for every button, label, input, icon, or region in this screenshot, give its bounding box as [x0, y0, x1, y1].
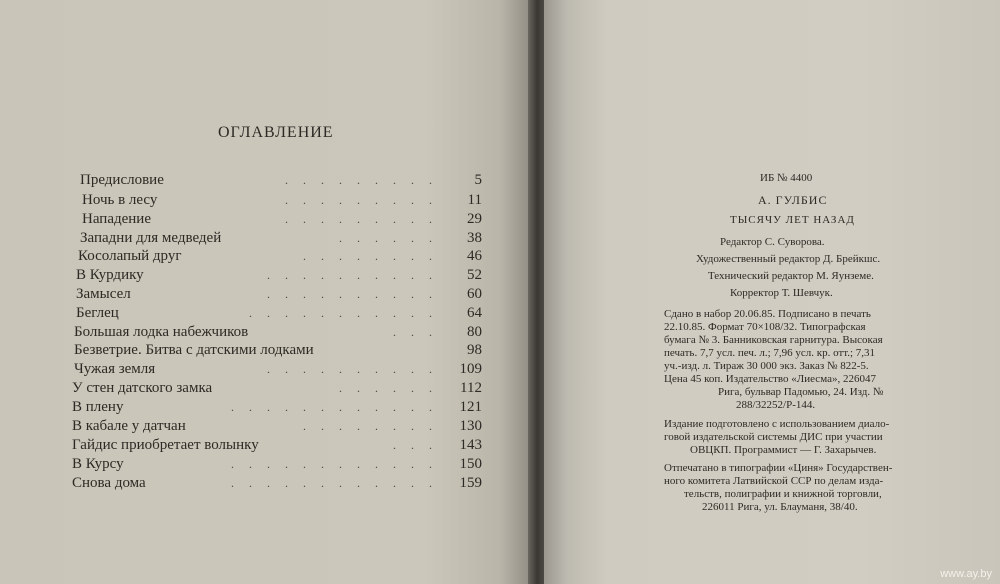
toc-leader-dots: . . . . . . . . [303, 249, 438, 263]
print-info-line: печать. 7,7 усл. печ. л.; 7,96 усл. кр. отт.; 7,31 [664, 347, 876, 359]
print-info-line: уч.-изд. л. Тираж 30 000 экз. Заказ № 822-5. [664, 360, 869, 372]
editor-line: Технический редактор М. Яунземе. [708, 270, 874, 282]
toc-entry-page: 60 [467, 286, 482, 302]
print-info-line: 22.10.85. Формат 70×108/32. Типографская [664, 321, 866, 333]
toc-entry-page: 130 [459, 418, 482, 434]
toc-entry-page: 143 [459, 437, 482, 453]
author-name: А. ГУЛБИС [758, 193, 828, 207]
ib-number: ИБ № 4400 [760, 172, 813, 184]
print-info-line: Рига, бульвар Падомью, 24. Изд. № [718, 386, 884, 398]
toc-leader-dots: . . . [393, 325, 438, 339]
toc-leader-dots: . . . . . . . . . . . . [231, 457, 438, 471]
toc-entry-page: 11 [467, 192, 482, 208]
toc-entry [72, 454, 482, 474]
toc-entry-label: В кабале у датчан [72, 418, 186, 434]
toc-entry-page: 98 [467, 342, 482, 358]
book-title: ТЫСЯЧУ ЛЕТ НАЗАД [730, 214, 855, 226]
prepared-line: ОВЦКП. Программист — Г. Захарычев. [690, 444, 877, 456]
toc-entry-page: 121 [459, 399, 482, 415]
toc-leader-dots: . . . . . . [339, 381, 438, 395]
print-info-line: бумага № 3. Банниковская гарнитура. Высокая [664, 334, 883, 346]
toc-entry [72, 303, 482, 323]
toc-entry-page: 29 [467, 211, 482, 227]
printed-line: Отпечатано в типографии «Циня» Государствен- [664, 462, 893, 474]
editor-line: Корректор Т. Шевчук. [730, 287, 833, 299]
editor-line: Редактор С. Суворова. [720, 236, 825, 248]
toc-entry-page: 38 [467, 230, 482, 246]
print-info-line: Цена 45 коп. Издательство «Лиесма», 226047 [664, 373, 876, 385]
toc-entry-label: Гайдис приобретает волынку [72, 437, 259, 453]
right-page [544, 0, 1000, 584]
prepared-line: Издание подготовлено с использованием диало- [664, 418, 890, 430]
toc-leader-dots: . . . . . . . . [303, 419, 438, 433]
toc-leader-dots: . . . . . . . . . . [267, 268, 438, 282]
toc-entry-label: В Курсу [72, 456, 124, 472]
prepared-line: говой издательской системы ДИС при участии [664, 431, 883, 443]
toc-entry-label: Чужая земля [74, 361, 156, 377]
toc-entry-label: В плену [72, 399, 124, 415]
toc-entry-page: 80 [467, 324, 482, 340]
watermark: www.ay.by [940, 568, 992, 580]
editor-line: Художественный редактор Д. Брейкшс. [696, 253, 881, 265]
toc-entry [72, 265, 482, 285]
toc-entry-label: У стен датского замка [72, 380, 213, 396]
toc-leader-dots: . . . . . . . . . [285, 173, 438, 187]
printed-line: 226011 Рига, ул. Блауманя, 38/40. [702, 501, 858, 513]
toc-leader-dots: . . . . . . . . . . . . [231, 476, 438, 490]
toc-entry [72, 170, 482, 190]
toc-entry-page: 52 [467, 267, 482, 283]
toc-entry-label: Снова дома [72, 475, 146, 491]
toc-entry [72, 416, 482, 436]
toc-entry-page: 150 [459, 456, 482, 472]
toc-leader-dots: . . . . . . . . . . . [249, 306, 438, 320]
toc-entry [72, 359, 482, 379]
printed-line: тельств, полиграфии и книжной торговли, [684, 488, 882, 500]
toc-entry-label: Ночь в лесу [82, 192, 158, 208]
print-info-line: 288/32252/Р-144. [736, 399, 816, 411]
toc-entry-label: Замысел [76, 286, 131, 302]
toc-entry [72, 322, 482, 342]
toc-entry [72, 284, 482, 304]
toc-entry-label: Безветрие. Битва с датскими лодками [74, 342, 314, 358]
toc-entry-label: Западни для медведей [80, 230, 222, 246]
toc-entry-label: Косолапый друг [78, 248, 182, 264]
printed-line: ного комитета Латвийской ССР по делам изда- [664, 475, 884, 487]
toc-entry [72, 228, 482, 248]
toc-entry-page: 109 [459, 361, 482, 377]
toc-entry-label: Беглец [76, 305, 119, 321]
toc-entry [72, 435, 482, 455]
toc-entry-label: Предисловие [80, 172, 164, 188]
toc-entry [72, 340, 482, 360]
toc-leader-dots: . . . [393, 438, 438, 452]
toc-entry [72, 378, 482, 398]
toc-leader-dots: . . . . . . . . . [285, 212, 438, 226]
toc-entry-label: В Курдику [76, 267, 144, 283]
toc-leader-dots: . . . . . . . . . . [267, 287, 438, 301]
toc-entry-page: 64 [467, 305, 482, 321]
toc-leader-dots: . . . . . . . . . [285, 193, 438, 207]
toc-title: ОГЛАВЛЕНИЕ [218, 124, 334, 141]
toc-entry [72, 473, 482, 493]
toc-entry [72, 190, 482, 210]
toc-leader-dots: . . . . . . [339, 231, 438, 245]
toc-leader-dots: . . . . . . . . . . [267, 362, 438, 376]
print-info-line: Сдано в набор 20.06.85. Подписано в печать [664, 308, 871, 320]
toc-entry [72, 209, 482, 229]
toc-entry-page: 159 [459, 475, 482, 491]
toc-entry-label: Нападение [82, 211, 151, 227]
toc-entry-page: 112 [460, 380, 482, 396]
toc-leader-dots: . . . . . . . . . . . . [231, 400, 438, 414]
toc-entry-page: 46 [467, 248, 482, 264]
toc-entry [72, 246, 482, 266]
toc-entry-page: 5 [474, 172, 482, 188]
toc-entry-label: Большая лодка набежчиков [74, 324, 249, 340]
toc-entry [72, 397, 482, 417]
